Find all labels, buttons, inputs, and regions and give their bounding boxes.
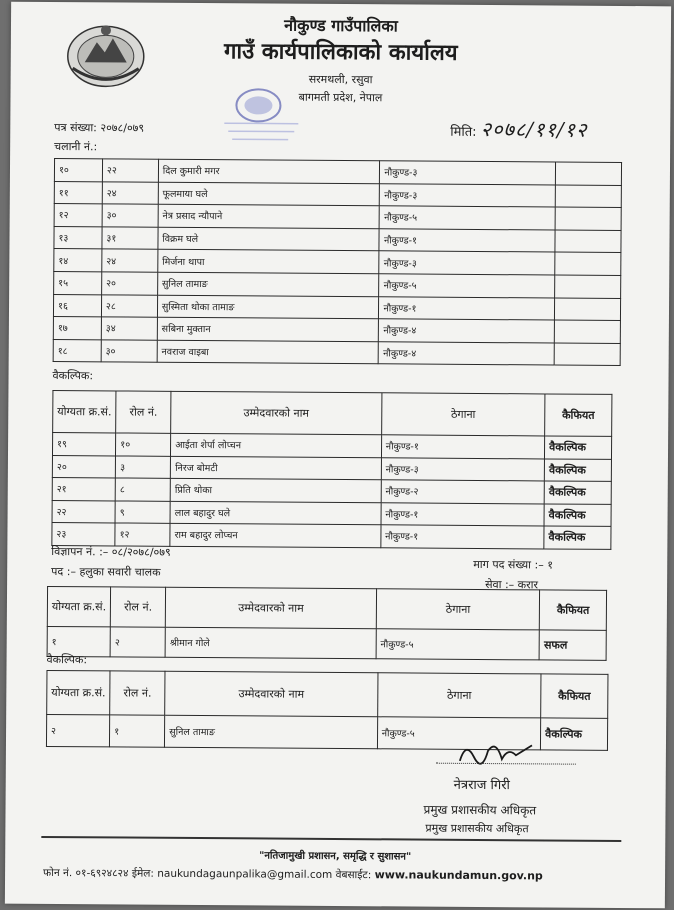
- cell-remarks: वैकल्पिक: [544, 481, 611, 504]
- cell-rank: २: [46, 714, 109, 746]
- cell-roll: १०: [116, 433, 171, 456]
- col-address: ठेगाना: [377, 673, 541, 718]
- cell-rank: १५: [54, 271, 102, 294]
- col-address: ठेगाना: [381, 393, 545, 436]
- col-remarks: कैफियत: [540, 590, 607, 630]
- table-row: [53, 339, 620, 366]
- cell-remarks: [555, 252, 621, 275]
- address-line-2: बागमती प्रदेश, नेपाल: [298, 90, 383, 105]
- office-stamp-icon: [218, 83, 314, 150]
- cell-roll: २०: [102, 272, 158, 295]
- cell-address: नौकुण्ड-३: [380, 161, 556, 185]
- col-name: उम्मेदवारको नाम: [165, 671, 378, 716]
- col-rank: योग्यता क्र.सं.: [47, 670, 111, 714]
- email-label: ईमेल:: [131, 867, 154, 880]
- cell-rank: २२: [52, 500, 115, 523]
- date-label: मिति:: [450, 124, 477, 140]
- cell-roll: ३०: [102, 204, 158, 227]
- cell-rank: १४: [54, 249, 102, 272]
- cell-roll: ३१: [102, 227, 158, 250]
- cell-roll: ३०: [101, 340, 157, 363]
- dispatch-number: चलानी नं.:: [54, 140, 98, 154]
- office-name: गाउँ कार्यपालिकाको कार्यालय: [223, 39, 458, 66]
- cell-remarks: वैकल्पिक: [544, 458, 611, 481]
- col-name: उम्मेदवारको नाम: [171, 391, 382, 434]
- cell-remarks: वैकल्पिक: [544, 503, 611, 526]
- cell-rank: १७: [53, 317, 101, 340]
- email: naukundagaunpalika@gmail.com: [157, 867, 333, 881]
- col-rank: योग्यता क्र.सं.: [53, 391, 116, 433]
- cell-address: नौकुण्ड-५: [376, 629, 540, 660]
- website-label: वेबसाईट:: [335, 868, 372, 882]
- cell-rank: १६: [53, 294, 101, 317]
- cell-name: नवराज वाइबा: [157, 340, 379, 364]
- cell-roll: ३४: [101, 317, 157, 340]
- cell-roll: २४: [102, 181, 158, 204]
- signatory-title-stamp: प्रमुख प्रशासकीय अधिकृत: [425, 821, 529, 836]
- candidates-table-continued: [53, 158, 622, 366]
- cell-remarks: [555, 185, 621, 208]
- cell-roll: १२: [115, 523, 170, 546]
- cell-rank: १३: [54, 226, 102, 249]
- cell-rank: १०: [54, 159, 102, 182]
- footer-divider: [41, 836, 621, 842]
- successful-candidate-table: [47, 586, 607, 661]
- address-line-1: सरमथली, रसुवा: [308, 72, 373, 87]
- cell-roll: २८: [101, 294, 157, 317]
- cell-roll: ९: [115, 500, 170, 523]
- cell-remarks: [554, 343, 620, 366]
- cell-rank: १२: [54, 204, 102, 227]
- letter-page: [5, 2, 671, 909]
- cell-remarks: [555, 298, 621, 321]
- cell-remarks: [554, 320, 620, 343]
- website: www.naukundamun.gov.np: [374, 868, 543, 883]
- date: [450, 115, 587, 143]
- cell-rank: १९: [52, 433, 115, 456]
- cell-address: नौकुण्ड-१: [379, 296, 555, 320]
- cell-remarks: [555, 230, 621, 253]
- cell-address: नौकुण्ड-५: [379, 274, 555, 298]
- cell-rank: २१: [52, 478, 115, 501]
- col-roll: रोल नं.: [116, 391, 171, 433]
- cell-name: सुनिल तामाङ: [157, 272, 379, 296]
- cell-rank: १: [47, 626, 110, 656]
- col-rank: योग्यता क्र.सं.: [47, 586, 110, 626]
- col-name: उम्मेदवारको नाम: [166, 587, 377, 628]
- cell-name: फूलमाया घले: [158, 182, 380, 206]
- cell-roll: ८: [115, 478, 170, 501]
- cell-address: नौकुण्ड-१: [381, 525, 545, 549]
- contact-line: [43, 866, 543, 883]
- advertisement-number: विज्ञापन नं. :– ०८/२०७८/०७९: [51, 545, 171, 559]
- office-motto: "नतिजामुखी प्रशासन, समृद्धि र सुशासन": [259, 850, 412, 863]
- cell-remarks: वैकल्पिक: [541, 718, 608, 750]
- cell-remarks: [555, 207, 621, 230]
- cell-rank: १८: [53, 339, 101, 362]
- cell-name: राम बहादुर लोप्चन: [170, 523, 381, 547]
- cell-name: नेत्र प्रसाद न्यौपाने: [158, 204, 380, 228]
- cell-remarks: वैकल्पिक: [545, 436, 612, 459]
- cell-address: नौकुण्ड-२: [381, 480, 545, 504]
- cell-rank: २३: [52, 523, 115, 546]
- cell-remarks: [556, 162, 622, 185]
- alternate-label-2: वैकल्पिक:: [46, 652, 88, 667]
- cell-name: सुस्मिता थोका तामाङ: [157, 295, 379, 319]
- cell-name: श्रीमान गोले: [165, 627, 376, 658]
- col-roll: रोल नं.: [110, 671, 165, 715]
- cell-address: नौकुण्ड-३: [380, 183, 556, 207]
- col-address: ठेगाना: [376, 589, 540, 630]
- cell-remarks: [555, 275, 621, 298]
- service-type: सेवा :– करार: [485, 578, 539, 592]
- col-roll: रोल नं.: [110, 587, 165, 627]
- reference-number: पत्र संख्या: २०७८/०७९: [54, 121, 145, 135]
- cell-name: सबिना मुक्तान: [157, 317, 379, 341]
- cell-roll: २२: [102, 159, 158, 182]
- col-remarks: कैफियत: [541, 674, 608, 718]
- cell-name: लाल बहादुर घले: [170, 501, 381, 525]
- cell-remarks: वैकल्पिक: [544, 526, 611, 549]
- demand-posts: माग पद संख्या :– १: [473, 557, 554, 572]
- cell-name: आईता शेर्पा लोप्चन: [171, 433, 382, 457]
- cell-name: मिर्जना थापा: [158, 250, 380, 274]
- cell-roll: २४: [102, 249, 158, 272]
- cell-name: प्रिति थोका: [170, 478, 381, 502]
- table-row: [47, 626, 606, 660]
- cell-address: नौकुण्ड-४: [379, 319, 555, 343]
- cell-rank: २०: [52, 455, 115, 478]
- cell-roll: ३: [116, 455, 171, 478]
- cell-name: निरज बोमटी: [171, 456, 382, 480]
- cell-address: नौकुण्ड-५: [380, 206, 556, 230]
- date-value: २०७८/११/१२: [480, 116, 588, 142]
- cell-address: नौकुण्ड-५: [377, 717, 541, 750]
- municipality-name: नौकुण्ड गाउँपालिका: [284, 15, 398, 36]
- phone: फोन नं. ०१-६९२४८२४: [43, 866, 129, 880]
- cell-address: नौकुण्ड-३: [379, 251, 555, 275]
- cell-name: दिल कुमारी मगर: [158, 159, 380, 183]
- alternate-label-1: वैकल्पिक:: [52, 369, 94, 383]
- col-remarks: कैफियत: [545, 394, 612, 436]
- cell-address: नौकुण्ड-१: [381, 435, 545, 459]
- signatory-name: नेत्रराज गिरी: [453, 777, 510, 794]
- cell-address: नौकुण्ड-१: [379, 229, 555, 253]
- cell-name: विक्रम घले: [158, 227, 380, 251]
- cell-remarks: सफल: [539, 630, 606, 660]
- cell-address: नौकुण्ड-१: [381, 502, 545, 526]
- cell-rank: ११: [54, 181, 102, 204]
- cell-roll: २: [110, 627, 165, 657]
- cell-address: नौकुण्ड-४: [379, 342, 555, 366]
- alternate-candidates-table: [51, 390, 612, 549]
- cell-roll: १: [110, 715, 165, 747]
- cell-name: सुनिल तामाङ: [165, 715, 378, 748]
- signatory-title: प्रमुख प्रशासकीय अधिकृत: [423, 802, 537, 818]
- cell-address: नौकुण्ड-३: [381, 457, 545, 481]
- post-title: पद :– हलुका सवारी चालक: [51, 565, 161, 579]
